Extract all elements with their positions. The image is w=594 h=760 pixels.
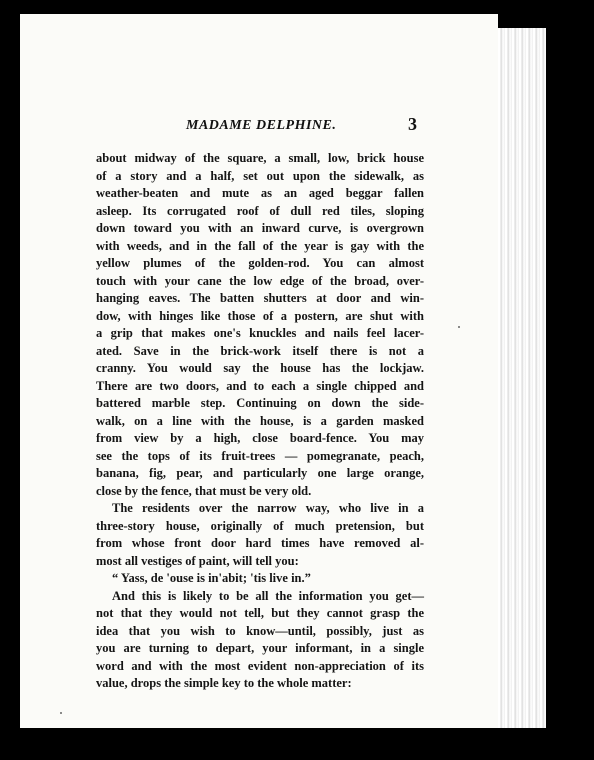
text-line: about midway of the square, a small, low, brick house xyxy=(96,151,424,165)
text-line: hanging eaves. The batten shutters at door and win- xyxy=(96,291,424,305)
text-line: word and with the most evident non-appreciation of its xyxy=(96,658,424,673)
text-line: ated. Save in the brick-work itself there is not a xyxy=(96,343,424,358)
text-line: cranny. You would say the house has the lockjaw. xyxy=(96,361,424,375)
scan-border-bottom xyxy=(20,728,550,760)
text-line: banana, fig, pear, and particularly one large orange, xyxy=(96,466,424,480)
text-line: see the tops of its fruit-trees — pomegranate, peach, xyxy=(96,448,424,463)
scan-speck xyxy=(458,326,460,328)
text-line: you are turning to depart, your informant, in a single xyxy=(96,641,424,655)
text-line: value, drops the simple key to the whole matter: xyxy=(96,676,352,690)
text-line: close by the fence, that must be very old. xyxy=(96,483,312,498)
text-line: of a story and a half, set out upon the sidewalk, as xyxy=(96,168,424,183)
text-line: most all vestiges of paint, will tell you: xyxy=(96,553,299,568)
scan-speck xyxy=(60,712,62,714)
text-line: walk, on a line with the house, is a garden masked xyxy=(96,413,424,428)
running-head: MADAME DELPHINE. xyxy=(186,118,337,133)
body-text xyxy=(96,150,424,693)
text-line: “ Yass, de 'ouse is in'abit; 'tis live in.” xyxy=(112,571,311,585)
text-line: from whose front door hard times have removed al- xyxy=(96,536,424,550)
text-line: The residents over the narrow way, who live in a xyxy=(112,501,424,515)
scan-border-right xyxy=(546,28,594,736)
page-number: 3 xyxy=(408,114,417,134)
text-line: a grip that makes one's knuckles and nails feel lacer- xyxy=(96,326,424,340)
text-line: three-story house, originally of much pretension, but xyxy=(96,518,424,533)
text-line: not that they would not tell, but they cannot grasp the xyxy=(96,606,424,620)
page-edge-gutter xyxy=(498,28,546,736)
text-line: There are two doors, and to each a single chipped and xyxy=(96,378,424,393)
text-line: down toward you with an inward curve, is overgrown xyxy=(96,221,424,235)
text-line: with weeds, and in the fall of the year is gay with the xyxy=(96,238,424,253)
text-line: dow, with hinges like those of a postern, are shut with xyxy=(96,308,424,323)
text-line: battered marble step. Continuing on down the side- xyxy=(96,396,424,410)
text-line: asleep. Its corrugated roof of dull red tiles, sloping xyxy=(96,203,424,218)
text-line: yellow plumes of the golden-rod. You can almost xyxy=(96,256,424,270)
text-line: idea that you wish to know—until, possibly, just as xyxy=(96,623,424,638)
text-line: weather-beaten and mute as an aged beggar fallen xyxy=(96,186,424,200)
text-line: touch with your cane the low edge of the broad, over- xyxy=(96,273,424,288)
text-line: from view by a high, close board-fence. You may xyxy=(96,431,424,445)
text-line: And this is likely to be all the information you get— xyxy=(112,588,424,603)
